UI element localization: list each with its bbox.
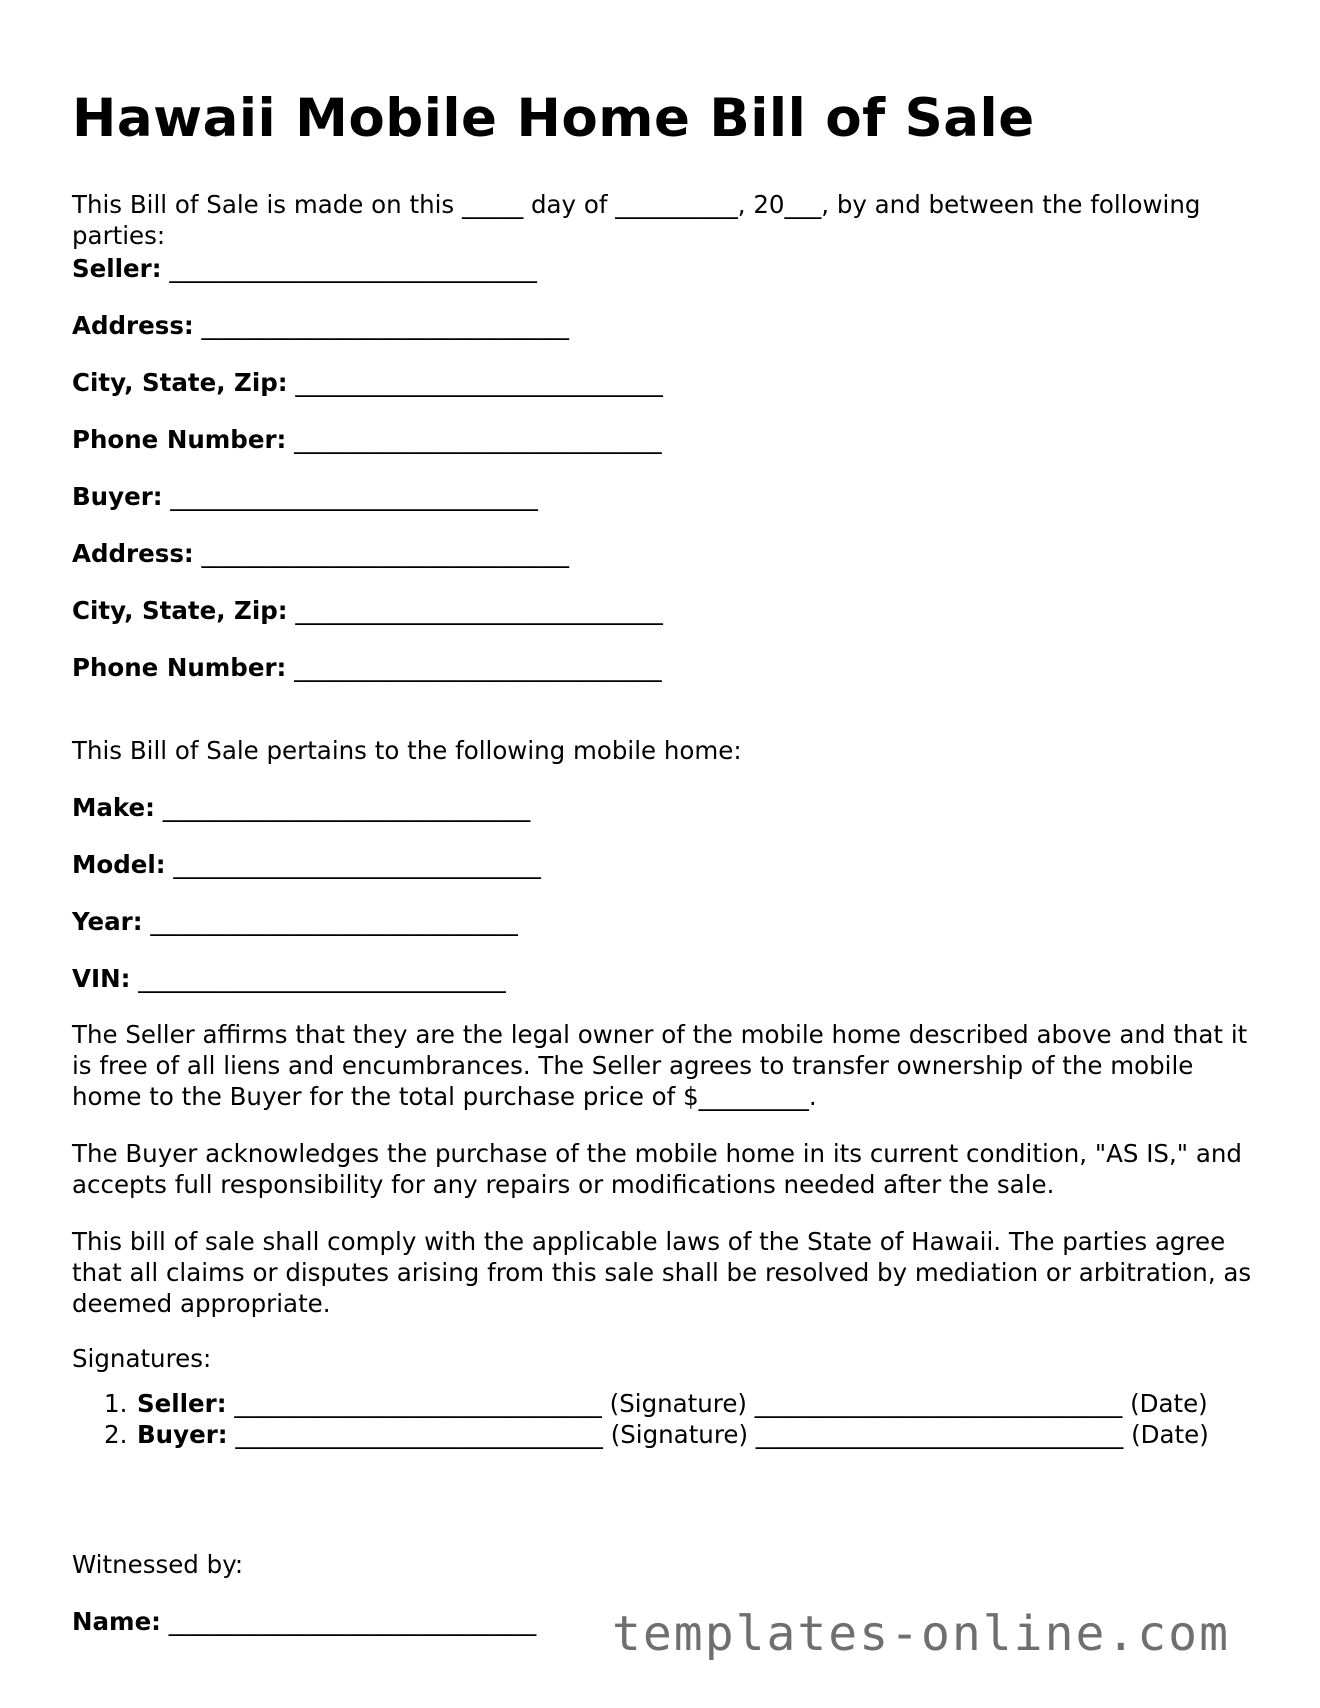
seller-name-blank[interactable]: ______________________________	[169, 254, 537, 283]
seller-phone-line	[72, 424, 662, 455]
buyer-phone-blank[interactable]: ______________________________	[294, 653, 662, 682]
signatures-heading: Signatures:	[72, 1344, 212, 1373]
witness-name-line	[72, 1606, 536, 1637]
seller-city-line	[72, 367, 663, 398]
make-label: Make:	[72, 793, 155, 822]
signature-number: 2.	[104, 1420, 128, 1449]
signature-caption: (Signature)	[610, 1420, 748, 1449]
year-line	[72, 906, 518, 937]
law-paragraph: This bill of sale shall comply with the applicable laws of the State of Hawaii. The parties agree that all claims or disputes arising from this sale shall be resolved by mediation or arbitration, as deemed appropriate.	[72, 1227, 1252, 1318]
seller-name-label: Seller:	[72, 254, 162, 283]
buyer-name-label: Buyer:	[72, 482, 163, 511]
year-label: Year:	[72, 907, 143, 936]
seller-address-blank[interactable]: ______________________________	[201, 311, 569, 340]
buyer-address-line	[72, 538, 569, 569]
buyer-name-line	[72, 481, 538, 512]
intro-paragraph: This Bill of Sale is made on this _____ day of __________, 20___, by and between the following parties:	[72, 190, 1201, 250]
signature-item-buyer	[72, 1419, 1252, 1450]
signature-list	[72, 1388, 1252, 1450]
seller-address-label: Address:	[72, 311, 194, 340]
buyer-city-label: City, State, Zip:	[72, 596, 288, 625]
watermark: templates-online.com	[612, 1606, 1230, 1662]
date-caption: (Date)	[1131, 1420, 1209, 1449]
model-label: Model:	[72, 850, 166, 879]
date-blank[interactable]: ______________________________	[755, 1420, 1124, 1449]
buyer-phone-label: Phone Number:	[72, 653, 287, 682]
seller-address-line	[72, 310, 569, 341]
seller-name-line	[72, 253, 537, 284]
affirm-paragraph: The Seller affirms that they are the legal owner of the mobile home described above and that it is free of all liens and encumbrances. The Seller agrees to transfer ownership of the mobile home to the Buyer for the total purchase price of $_________.	[72, 1020, 1248, 1111]
page-title: Hawaii Mobile Home Bill of Sale	[72, 88, 1035, 149]
signature-number: 1.	[104, 1389, 128, 1418]
vin-label: VIN:	[72, 964, 131, 993]
buyer-address-blank[interactable]: ______________________________	[201, 539, 569, 568]
model-line	[72, 849, 541, 880]
make-blank[interactable]: ______________________________	[162, 793, 531, 822]
vin-blank[interactable]: ______________________________	[138, 964, 506, 993]
make-line	[72, 792, 530, 823]
witness-name-blank[interactable]: ______________________________	[168, 1607, 537, 1636]
signature-blank[interactable]: ______________________________	[235, 1420, 603, 1449]
seller-city-label: City, State, Zip:	[72, 368, 288, 397]
date-blank[interactable]: ______________________________	[754, 1389, 1123, 1418]
home-intro-paragraph: This Bill of Sale pertains to the following mobile home:	[72, 736, 742, 765]
year-blank[interactable]: ______________________________	[150, 907, 518, 936]
signature-item-seller	[72, 1388, 1252, 1419]
seller-phone-blank[interactable]: ______________________________	[294, 425, 662, 454]
signature-label: Seller:	[137, 1389, 227, 1418]
witness-name-label: Name:	[72, 1607, 161, 1636]
signature-label: Buyer:	[137, 1420, 228, 1449]
buyer-city-line	[72, 595, 663, 626]
date-caption: (Date)	[1130, 1389, 1208, 1418]
model-blank[interactable]: ______________________________	[173, 850, 541, 879]
buyer-name-blank[interactable]: ______________________________	[170, 482, 538, 511]
seller-phone-label: Phone Number:	[72, 425, 287, 454]
buyer-city-blank[interactable]: ______________________________	[295, 596, 663, 625]
vin-line	[72, 963, 506, 994]
witness-heading: Witnessed by:	[72, 1550, 244, 1579]
signature-caption: (Signature)	[609, 1389, 747, 1418]
buyer-address-label: Address:	[72, 539, 194, 568]
buyer-phone-line	[72, 652, 662, 683]
acknowledge-paragraph: The Buyer acknowledges the purchase of the mobile home in its current condition, "AS IS," and accepts full responsibility for any repairs or modifications needed after the sale.	[72, 1139, 1242, 1199]
seller-city-blank[interactable]: ______________________________	[295, 368, 663, 397]
signature-blank[interactable]: ______________________________	[234, 1389, 602, 1418]
